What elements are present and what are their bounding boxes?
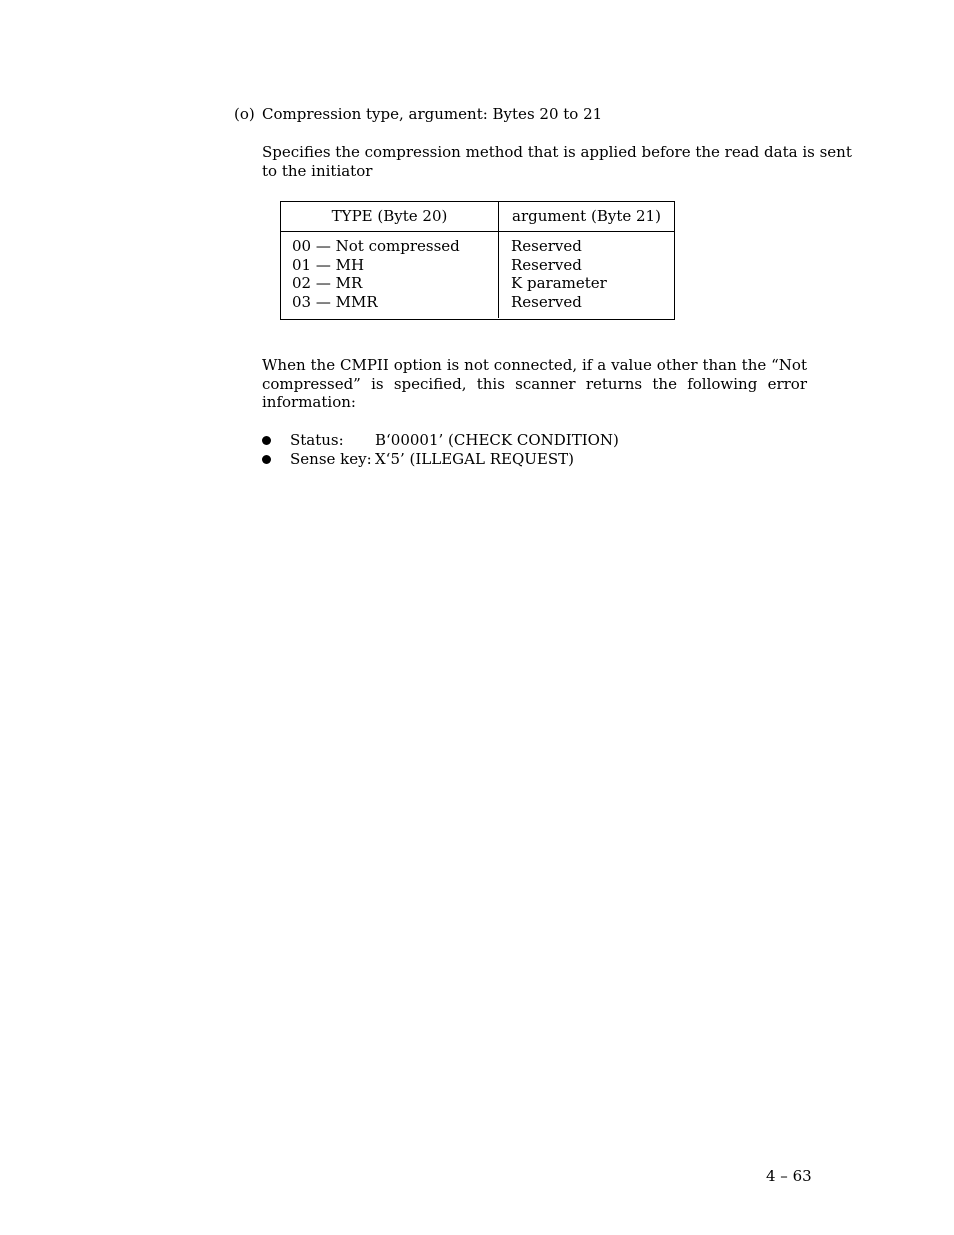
table-header-type: TYPE (Byte 20): [331, 207, 448, 225]
type-cell: 02 — MR: [292, 274, 363, 293]
type-column: [292, 237, 460, 312]
argument-column: [511, 237, 607, 312]
bullet-item-sense-key: [262, 450, 662, 469]
error-info-paragraph: When the CMPII option is not connected, if a value other than the “Not compressed” is specified, this scanner returns the following error information:: [262, 356, 807, 412]
type-cell: 00 — Not compressed: [292, 237, 460, 255]
bullet-value: B‘00001’ (CHECK CONDITION): [375, 431, 619, 449]
type-cell: 03 — MMR: [292, 293, 378, 312]
type-cell: 01 — MH: [292, 255, 365, 274]
section-marker: (o): [234, 105, 255, 123]
argument-cell: Reserved: [511, 237, 582, 255]
argument-cell: Reserved: [511, 255, 582, 274]
table-header-divider: [281, 231, 674, 232]
argument-cell: K parameter: [511, 274, 607, 293]
bullet-label: Status:: [290, 431, 344, 449]
argument-cell: Reserved: [511, 293, 582, 312]
bullet-value: X‘5’ (ILLEGAL REQUEST): [375, 450, 574, 468]
bullet-icon: [262, 455, 271, 464]
page-number: 4 – 63: [766, 1167, 812, 1185]
bullet-label: Sense key:: [290, 450, 372, 468]
intro-line: to the initiator: [262, 162, 373, 180]
compression-table: [280, 201, 675, 320]
table-header-argument: argument (Byte 21): [512, 207, 661, 225]
bullet-icon: [262, 436, 271, 445]
section-title: Compression type, argument: Bytes 20 to 21: [262, 105, 603, 123]
intro-line: Specifies the compression method that is applied before the read data is sent: [262, 143, 852, 161]
intro-paragraph: [262, 143, 852, 181]
bullet-item-status: [262, 431, 662, 450]
